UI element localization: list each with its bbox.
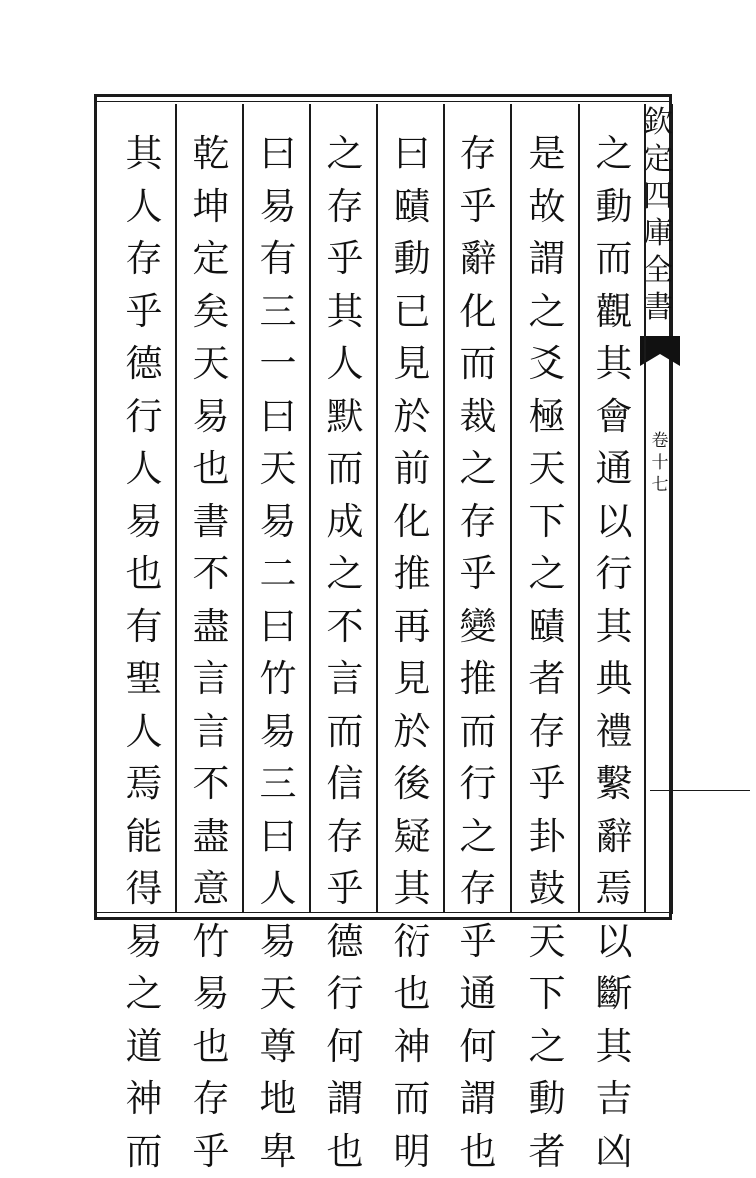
glyph: 成	[327, 496, 364, 549]
glyph: 易	[193, 968, 230, 1021]
glyph: 謂	[460, 1073, 497, 1126]
glyph: 庫	[643, 215, 673, 252]
glyph: 人	[260, 863, 297, 916]
glyph: 二	[260, 548, 297, 601]
glyph: 盡	[193, 601, 230, 654]
glyph: 其	[394, 863, 431, 916]
glyph: 賾	[529, 601, 566, 654]
glyph: 之	[126, 968, 163, 1021]
glyph: 觀	[596, 286, 633, 339]
glyph: 賾	[394, 181, 431, 234]
glyph: 人	[327, 338, 364, 391]
glyph: 而	[596, 233, 633, 286]
column-rule	[578, 104, 580, 912]
glyph: 者	[529, 653, 566, 706]
glyph: 之	[460, 443, 497, 496]
glyph: 之	[327, 128, 364, 181]
glyph: 之	[460, 811, 497, 864]
glyph: 易	[193, 391, 230, 444]
glyph: 其	[327, 286, 364, 339]
text-column-4	[382, 128, 442, 1178]
glyph: 卦	[529, 811, 566, 864]
glyph: 動	[529, 1073, 566, 1126]
glyph: 後	[394, 758, 431, 811]
glyph: 乎	[327, 233, 364, 286]
glyph: 卑	[260, 1126, 297, 1178]
glyph: 乎	[460, 548, 497, 601]
glyph: 道	[126, 1021, 163, 1074]
glyph: 再	[394, 601, 431, 654]
glyph: 人	[126, 706, 163, 759]
glyph: 存	[529, 706, 566, 759]
glyph: 存	[327, 811, 364, 864]
glyph: 斷	[596, 968, 633, 1021]
glyph: 易	[260, 496, 297, 549]
glyph: 神	[394, 1021, 431, 1074]
glyph: 明	[394, 1126, 431, 1178]
glyph: 曰	[260, 391, 297, 444]
glyph: 有	[126, 601, 163, 654]
glyph: 存	[126, 233, 163, 286]
text-column-3	[448, 128, 508, 1178]
glyph: 易	[126, 916, 163, 969]
glyph: 矣	[193, 286, 230, 339]
glyph: 焉	[596, 863, 633, 916]
text-column-2	[517, 128, 577, 1178]
glyph: 也	[126, 548, 163, 601]
glyph: 禮	[596, 706, 633, 759]
glyph: 吉	[596, 1073, 633, 1126]
glyph: 其	[596, 601, 633, 654]
glyph: 乎	[193, 1126, 230, 1178]
glyph: 易	[126, 496, 163, 549]
glyph: 乾	[193, 128, 230, 181]
glyph: 而	[394, 1073, 431, 1126]
glyph: 下	[529, 496, 566, 549]
top-inner-rule	[94, 101, 672, 102]
text-column-7	[181, 128, 241, 1178]
glyph: 書	[193, 496, 230, 549]
glyph: 也	[394, 968, 431, 1021]
glyph: 之	[529, 548, 566, 601]
glyph: 全	[643, 252, 673, 289]
glyph: 曰	[394, 128, 431, 181]
glyph: 見	[394, 653, 431, 706]
text-column-1	[584, 128, 644, 1178]
glyph: 推	[460, 653, 497, 706]
glyph: 信	[327, 758, 364, 811]
glyph: 天	[529, 443, 566, 496]
glyph: 也	[193, 443, 230, 496]
glyph: 三	[260, 758, 297, 811]
glyph: 會	[596, 391, 633, 444]
glyph: 人	[126, 181, 163, 234]
glyph: 焉	[126, 758, 163, 811]
glyph: 凶	[596, 1126, 633, 1178]
glyph: 默	[327, 391, 364, 444]
glyph: 曰	[260, 811, 297, 864]
column-rule	[242, 104, 244, 912]
glyph: 定	[193, 233, 230, 286]
glyph: 衍	[394, 916, 431, 969]
glyph: 裁	[460, 391, 497, 444]
glyph: 化	[460, 286, 497, 339]
glyph: 存	[460, 863, 497, 916]
glyph: 通	[460, 968, 497, 1021]
glyph: 之	[596, 128, 633, 181]
glyph: 坤	[193, 181, 230, 234]
glyph: 行	[460, 758, 497, 811]
glyph: 變	[460, 601, 497, 654]
glyph: 天	[193, 338, 230, 391]
glyph: 行	[596, 548, 633, 601]
glyph: 意	[193, 863, 230, 916]
text-column-6	[248, 128, 308, 1178]
glyph: 存	[193, 1073, 230, 1126]
glyph: 謂	[529, 233, 566, 286]
glyph: 德	[327, 916, 364, 969]
glyph: 三	[260, 286, 297, 339]
glyph: 通	[596, 443, 633, 496]
glyph: 不	[193, 548, 230, 601]
column-rule	[309, 104, 311, 912]
glyph: 繫	[596, 758, 633, 811]
glyph: 乎	[126, 286, 163, 339]
glyph: 乎	[460, 181, 497, 234]
glyph: 竹	[260, 653, 297, 706]
glyph: 而	[126, 1126, 163, 1178]
margin-guide-line	[650, 790, 750, 791]
glyph: 是	[529, 128, 566, 181]
glyph: 存	[460, 128, 497, 181]
glyph: 言	[193, 653, 230, 706]
column-rule	[175, 104, 177, 912]
glyph: 鼓	[529, 863, 566, 916]
glyph: 爻	[529, 338, 566, 391]
glyph: 易	[260, 916, 297, 969]
glyph: 能	[126, 811, 163, 864]
glyph: 欽	[643, 104, 673, 141]
glyph: 曰	[260, 128, 297, 181]
glyph: 推	[394, 548, 431, 601]
glyph: 行	[126, 391, 163, 444]
glyph: 其	[126, 128, 163, 181]
glyph: 之	[529, 1021, 566, 1074]
glyph: 下	[529, 968, 566, 1021]
glyph: 言	[193, 706, 230, 759]
glyph: 者	[529, 1126, 566, 1178]
volume-label	[646, 430, 674, 496]
glyph: 化	[394, 496, 431, 549]
glyph: 典	[596, 653, 633, 706]
glyph: 疑	[394, 811, 431, 864]
glyph: 乎	[460, 916, 497, 969]
glyph: 天	[260, 443, 297, 496]
glyph: 一	[260, 338, 297, 391]
column-rule	[644, 104, 646, 912]
glyph: 見	[394, 338, 431, 391]
glyph: 其	[596, 338, 633, 391]
glyph: 已	[394, 286, 431, 339]
glyph: 以	[596, 496, 633, 549]
glyph: 也	[460, 1126, 497, 1178]
glyph: 故	[529, 181, 566, 234]
glyph: 盡	[193, 811, 230, 864]
glyph: 於	[394, 706, 431, 759]
glyph: 有	[260, 233, 297, 286]
glyph: 也	[327, 1126, 364, 1178]
text-column-8	[114, 128, 174, 1178]
glyph: 曰	[260, 601, 297, 654]
glyph: 七	[652, 474, 669, 496]
glyph: 辭	[460, 233, 497, 286]
column-rule	[510, 104, 512, 912]
glyph: 何	[327, 1021, 364, 1074]
glyph: 尊	[260, 1021, 297, 1074]
glyph: 前	[394, 443, 431, 496]
glyph: 動	[596, 181, 633, 234]
glyph: 天	[529, 916, 566, 969]
glyph: 易	[260, 706, 297, 759]
glyph: 行	[327, 968, 364, 1021]
glyph: 何	[460, 1021, 497, 1074]
glyph: 以	[596, 916, 633, 969]
glyph: 不	[193, 758, 230, 811]
glyph: 也	[193, 1021, 230, 1074]
glyph: 地	[260, 1073, 297, 1126]
glyph: 天	[260, 968, 297, 1021]
glyph: 而	[460, 706, 497, 759]
column-rule	[443, 104, 445, 912]
glyph: 四	[643, 178, 673, 215]
glyph: 德	[126, 338, 163, 391]
glyph: 言	[327, 653, 364, 706]
glyph: 極	[529, 391, 566, 444]
glyph: 存	[327, 181, 364, 234]
glyph: 而	[327, 443, 364, 496]
text-column-5	[315, 128, 375, 1178]
glyph: 於	[394, 391, 431, 444]
glyph: 神	[126, 1073, 163, 1126]
glyph: 而	[327, 706, 364, 759]
glyph: 得	[126, 863, 163, 916]
glyph: 竹	[193, 916, 230, 969]
glyph: 卷	[652, 430, 669, 452]
glyph: 動	[394, 233, 431, 286]
glyph: 之	[327, 548, 364, 601]
glyph: 其	[596, 1021, 633, 1074]
glyph: 辭	[596, 811, 633, 864]
glyph: 人	[126, 443, 163, 496]
glyph: 之	[529, 286, 566, 339]
glyph: 聖	[126, 653, 163, 706]
column-rule	[376, 104, 378, 912]
glyph: 而	[460, 338, 497, 391]
glyph: 易	[260, 181, 297, 234]
glyph: 不	[327, 601, 364, 654]
glyph: 乎	[327, 863, 364, 916]
glyph: 十	[652, 452, 669, 474]
glyph: 乎	[529, 758, 566, 811]
glyph: 存	[460, 496, 497, 549]
glyph: 謂	[327, 1073, 364, 1126]
glyph: 定	[643, 141, 673, 178]
glyph: 書	[643, 289, 673, 326]
